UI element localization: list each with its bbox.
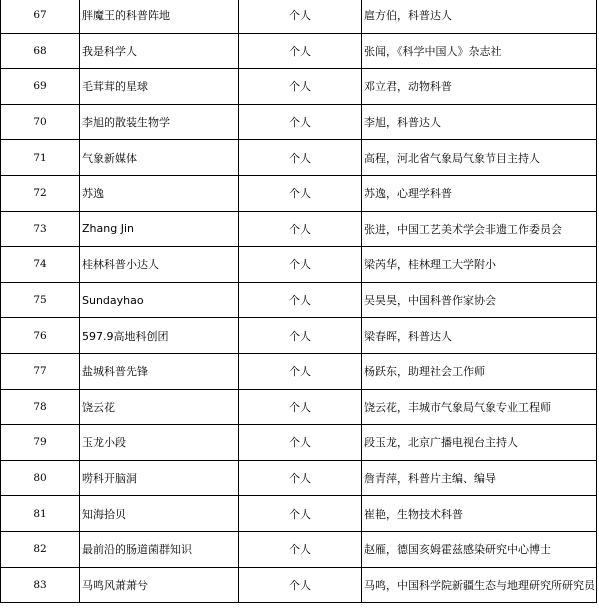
account-type-cell: 个人: [239, 0, 362, 33]
account-type-cell: 个人: [239, 140, 362, 176]
table-row: [1, 425, 597, 461]
account-type-cell: 个人: [239, 247, 362, 283]
row-number-cell: 80: [1, 460, 80, 496]
table-row: [1, 211, 597, 247]
owner-info-cell: 苏逸，心理学科普: [362, 175, 597, 211]
account-type-cell: 个人: [239, 389, 362, 425]
account-type-cell: 个人: [239, 33, 362, 69]
account-type-cell: 个人: [239, 460, 362, 496]
table-row: [1, 389, 597, 425]
table-row: [1, 496, 597, 532]
account-type-cell: 个人: [239, 282, 362, 318]
account-name-cell: 李旭的散装生物学: [80, 104, 239, 140]
row-number-cell: 81: [1, 496, 80, 532]
owner-info-cell: 梁芮华，桂林理工大学附小: [362, 247, 597, 283]
account-type-cell: 个人: [239, 104, 362, 140]
row-number-cell: 70: [1, 104, 80, 140]
row-number-cell: 69: [1, 69, 80, 105]
row-number-cell: 78: [1, 389, 80, 425]
table-body: [1, 0, 597, 603]
account-type-cell: 个人: [239, 567, 362, 603]
row-number-cell: 73: [1, 211, 80, 247]
account-name-cell: 玉龙小段: [80, 425, 239, 461]
row-number-cell: 77: [1, 353, 80, 389]
account-name-cell: 苏逸: [80, 175, 239, 211]
table-row: [1, 282, 597, 318]
table-row: [1, 69, 597, 105]
table-row: [1, 175, 597, 211]
account-type-cell: 个人: [239, 211, 362, 247]
account-name-cell: 盐城科普先锋: [80, 353, 239, 389]
owner-info-cell: 邓立君，动物科普: [362, 69, 597, 105]
table-row: [1, 33, 597, 69]
account-name-cell: 毛茸茸的星球: [80, 69, 239, 105]
account-name-cell: 马鸣风萧萧兮: [80, 567, 239, 603]
row-number-cell: 82: [1, 531, 80, 567]
row-number-cell: 83: [1, 567, 80, 603]
owner-info-cell: 詹青萍，科普片主编、编导: [362, 460, 597, 496]
account-type-cell: 个人: [239, 69, 362, 105]
account-name-cell: 知海拾贝: [80, 496, 239, 532]
row-number-cell: 67: [1, 0, 80, 33]
owner-info-cell: 赵雁，德国亥姆霍兹感染研究中心博士: [362, 531, 597, 567]
row-number-cell: 71: [1, 140, 80, 176]
table-row: [1, 0, 597, 33]
account-name-cell: Sundayhao: [80, 282, 239, 318]
account-type-cell: 个人: [239, 353, 362, 389]
owner-info-cell: 崔艳，生物技术科普: [362, 496, 597, 532]
table-row: [1, 567, 597, 603]
table-row: [1, 353, 597, 389]
row-number-cell: 72: [1, 175, 80, 211]
row-number-cell: 68: [1, 33, 80, 69]
account-name-cell: 唠科开脑洞: [80, 460, 239, 496]
account-name-cell: 饶云花: [80, 389, 239, 425]
account-type-cell: 个人: [239, 496, 362, 532]
owner-info-cell: 李旭，科普达人: [362, 104, 597, 140]
owner-info-cell: 段玉龙，北京广播电视台主持人: [362, 425, 597, 461]
table-row: [1, 247, 597, 283]
account-name-cell: 胖魔王的科普阵地: [80, 0, 239, 33]
account-name-cell: 气象新媒体: [80, 140, 239, 176]
owner-info-cell: 高程，河北省气象局气象节目主持人: [362, 140, 597, 176]
account-type-cell: 个人: [239, 318, 362, 354]
table-row: [1, 140, 597, 176]
owner-info-cell: 吴昊昊，中国科普作家协会: [362, 282, 597, 318]
table-row: [1, 318, 597, 354]
table-row: [1, 104, 597, 140]
table-row: [1, 531, 597, 567]
account-type-cell: 个人: [239, 531, 362, 567]
row-number-cell: 75: [1, 282, 80, 318]
owner-info-cell: 梁春晖，科普达人: [362, 318, 597, 354]
owner-info-cell: 饶云花，丰城市气象局气象专业工程师: [362, 389, 597, 425]
account-type-cell: 个人: [239, 175, 362, 211]
owner-info-cell: 杨跃东，助理社会工作师: [362, 353, 597, 389]
account-name-cell: 最前沿的肠道菌群知识: [80, 531, 239, 567]
row-number-cell: 74: [1, 247, 80, 283]
account-type-cell: 个人: [239, 425, 362, 461]
account-name-cell: Zhang Jin: [80, 211, 239, 247]
owner-info-cell: 张闻，《科学中国人》杂志社: [362, 33, 597, 69]
account-name-cell: 桂林科普小达人: [80, 247, 239, 283]
owner-info-cell: 张进，中国工艺美术学会非遗工作委员会: [362, 211, 597, 247]
account-name-cell: 我是科学人: [80, 33, 239, 69]
table-row: [1, 460, 597, 496]
row-number-cell: 76: [1, 318, 80, 354]
owner-info-cell: 扈方伯，科普达人: [362, 0, 597, 33]
owner-info-cell: 马鸣，中国科学院新疆生态与地理研究所研究员: [362, 567, 597, 603]
account-name-cell: 597.9高地科创团: [80, 318, 239, 354]
row-number-cell: 79: [1, 425, 80, 461]
